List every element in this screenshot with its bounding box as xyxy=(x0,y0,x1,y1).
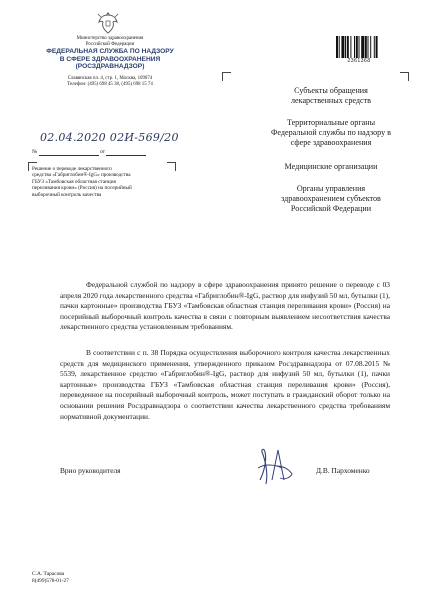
signature-icon xyxy=(252,444,298,488)
agency-name: ФЕДЕРАЛЬНАЯ СЛУЖБА ПО НАДЗОРУ В СФЕРЕ ЗДРАВООХРАНЕНИЯ (РОСЗДРАВНАДЗОР) xyxy=(46,48,174,71)
recipient-1: Субъекты обращения лекарственных средств xyxy=(291,86,371,105)
coat-of-arms-icon xyxy=(96,10,120,36)
recipient-4: Органы управления здравоохранением субъектов Российской Федерации xyxy=(281,184,381,213)
body-paragraph-2: В соответствии с п. 38 Порядка осуществления выборочного контроля качества лекарственных средств для медицинского применения, утвержденного приказом Росздравнадзора от 07.08.2015 № 5539, лекарственное средство «Габриглобин®-IgG, раствор для инфузий 50 мл, бутылки (1), пачки картонные» производства ГБУЗ «Тамбовская областная станция переливания крови» (Россия), переведенное на посерийный выборочный контроль, может поступать в гражданский оборот только на основании решения Росздравнадзора о соответствии качества лекарственного средства требованиям нормативной документации. xyxy=(60,348,390,421)
body-paragraph-1: Федеральной службой по надзору в сфере здравоохранения принято решение о переводе с 03 апреля 2020 года лекарственного средства «Габриглобин®-IgG, раствор для инфузий 50 мл, бутылки (1), пачки картонные» производства ГБУЗ «Тамбовская областная станция переливания крови» (Россия) на посерийный выборочный контроль качества в связи с повторным выявлением несоответствия качества лекарственного средства установленным требованиям. xyxy=(60,280,390,332)
barcode-number: 2361368 xyxy=(347,58,371,64)
recipient-3: Медицинские организации xyxy=(284,162,378,171)
registration-line: № от xyxy=(32,149,182,156)
ministry-name: Министерство здравоохранения Российской Федерации xyxy=(76,36,144,47)
handwritten-registration: 02.04.2020 02И-569/20 xyxy=(40,131,179,144)
signer-name: Д.В. Пархоменко xyxy=(316,466,370,475)
recipient-2: Территориальные органы Федеральной службы по надзору в сфере здравоохранения xyxy=(271,118,391,147)
barcode xyxy=(336,36,382,58)
signer-position: Врио руководителя xyxy=(60,466,121,475)
executor-info: С.А. Тарасова 8(499)578-01-27 xyxy=(32,571,69,584)
letter-subject: Решение о переводе лекарственного средства «Габриглобин®-IgG» производства ГБУЗ «Тамбовская областная станция переливания крови» (Россия) на посерийный выборочный контроль качества xyxy=(32,166,172,198)
agency-address: Славянская пл. 4, стр. 1, Москва, 109074 Телефон: (495) 698 45 38, (495) 698 15 74 xyxy=(67,76,153,88)
